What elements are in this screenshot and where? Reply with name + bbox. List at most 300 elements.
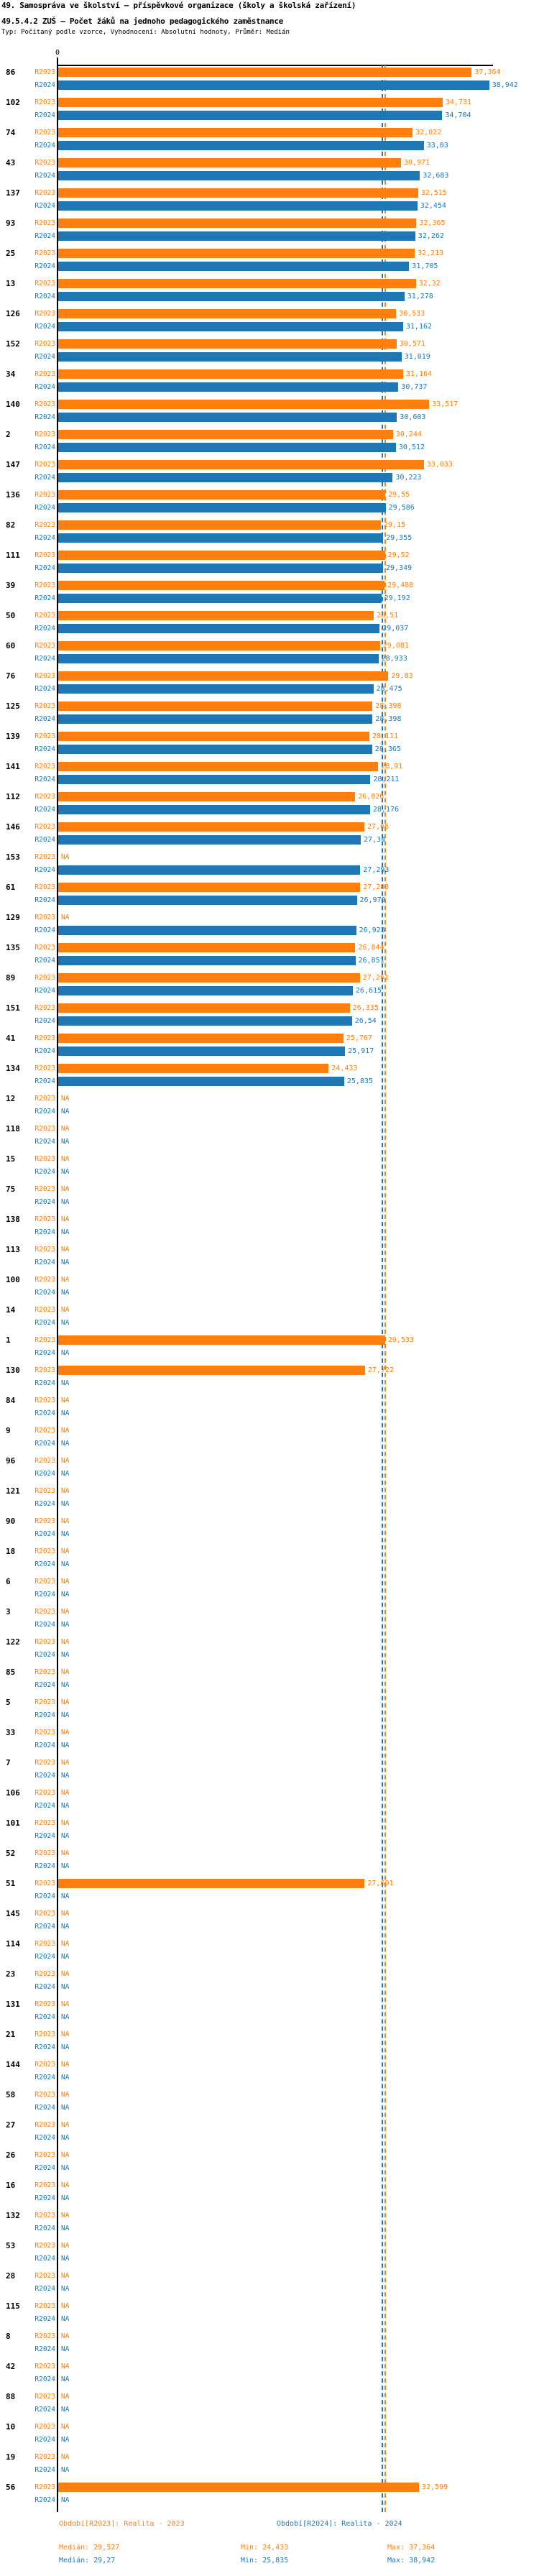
chart-row-group [0, 279, 539, 309]
bar-v2023 [58, 1366, 365, 1375]
na-value-label: NA [61, 1819, 70, 1827]
chart-row-group [0, 943, 539, 973]
category-id-label: 118 [6, 1124, 20, 1133]
na-value-label: NA [61, 1862, 70, 1870]
category-id-label: 140 [6, 400, 20, 409]
series-label: R2024 [34, 504, 55, 512]
series-label: R2023 [34, 1789, 55, 1797]
chart-row-group [0, 2030, 539, 2060]
series-row [0, 943, 539, 952]
series-row [0, 1366, 539, 1375]
series-row [0, 1668, 539, 1677]
series-label: R2023 [34, 1336, 55, 1344]
na-value-label: NA [61, 1108, 70, 1116]
series-label: R2023 [34, 2091, 55, 2099]
category-id-label: 2 [6, 430, 11, 439]
series-label: R2024 [34, 2375, 55, 2383]
series-row [0, 2392, 539, 2401]
bar-value-label: 32,599 [422, 2483, 448, 2491]
chart-row-group [0, 2483, 539, 2513]
series-label: R2023 [34, 1547, 55, 1555]
series-row [0, 249, 539, 258]
series-label: R2024 [34, 1047, 55, 1055]
series-label: R2024 [34, 1530, 55, 1538]
series-row [0, 382, 539, 392]
na-value-label: NA [61, 1440, 70, 1448]
na-value-label: NA [61, 2013, 70, 2021]
series-label: R2023 [34, 1306, 55, 1314]
bar-v2024 [58, 111, 442, 120]
bar-value-label: 26,615 [355, 987, 382, 995]
legend-r2023: Období[R2023]: Realita - 2023 [59, 2520, 185, 2528]
chart-row-group [0, 249, 539, 279]
bar-value-label: 38,942 [492, 81, 518, 89]
bar-v2023 [58, 218, 416, 228]
bar-v2023 [58, 188, 418, 198]
series-row [0, 1275, 539, 1284]
chart-row-group [0, 1698, 539, 1728]
series-row [0, 1034, 539, 1043]
bar-v2023 [58, 943, 355, 952]
series-label: R2023 [34, 793, 55, 801]
series-row [0, 262, 539, 271]
category-id-label: 33 [6, 1728, 16, 1737]
na-value-label: NA [61, 1397, 70, 1404]
chart-row-group [0, 1547, 539, 1577]
na-value-label: NA [61, 1789, 70, 1797]
bar-v2024 [58, 443, 396, 452]
chart-row-group [0, 460, 539, 490]
series-row [0, 986, 539, 995]
chart-row-group [0, 1335, 539, 1366]
series-row [0, 1107, 539, 1116]
bar-value-label: 25,917 [348, 1047, 374, 1055]
series-label: R2023 [34, 2242, 55, 2250]
series-label: R2023 [34, 2181, 55, 2189]
na-value-label: NA [61, 1729, 70, 1736]
na-value-label: NA [61, 2121, 70, 2129]
series-row [0, 1124, 539, 1133]
na-value-label: NA [61, 1802, 70, 1810]
na-value-label: NA [61, 1379, 70, 1387]
bar-value-label: 33,517 [432, 400, 459, 408]
chart-row-group [0, 1034, 539, 1064]
series-row [0, 309, 539, 318]
series-row [0, 2060, 539, 2069]
series-label: R2024 [34, 1711, 55, 1719]
bar-v2024 [58, 292, 405, 301]
series-row [0, 369, 539, 379]
series-row [0, 473, 539, 482]
chart-row-group [0, 1305, 539, 1335]
bar-value-label: 30,971 [404, 159, 430, 167]
na-value-label: NA [61, 2423, 70, 2431]
series-row [0, 913, 539, 922]
series-label: R2024 [34, 413, 55, 421]
category-id-label: 34 [6, 369, 16, 379]
category-id-label: 122 [6, 1637, 20, 1647]
bar-value-label: 27,66 [367, 823, 390, 831]
series-row [0, 1396, 539, 1405]
series-label: R2023 [34, 974, 55, 982]
series-row [0, 400, 539, 409]
bar-value-label: 27,34 [364, 836, 386, 844]
na-value-label: NA [61, 2000, 70, 2008]
chart-row-group [0, 1124, 539, 1154]
category-id-label: 19 [6, 2452, 16, 2462]
bar-v2023 [58, 762, 378, 771]
na-value-label: NA [61, 2302, 70, 2310]
category-id-label: 9 [6, 1426, 11, 1435]
series-label: R2024 [34, 987, 55, 995]
series-label: R2024 [34, 111, 55, 119]
chart-row-group [0, 1728, 539, 1758]
bar-value-label: 26,844 [358, 944, 384, 952]
category-id-label: 23 [6, 1969, 16, 1979]
bar-value-label: 29,15 [383, 521, 405, 529]
series-label: R2023 [34, 1397, 55, 1404]
series-label: R2024 [34, 836, 55, 844]
series-row [0, 1831, 539, 1841]
na-value-label: NA [61, 1409, 70, 1417]
series-label: R2024 [34, 1259, 55, 1266]
na-value-label: NA [61, 1638, 70, 1646]
series-label: R2023 [34, 1276, 55, 1284]
series-label: R2023 [34, 732, 55, 740]
series-row [0, 2120, 539, 2130]
series-label: R2024 [34, 1500, 55, 1508]
bar-v2023 [58, 128, 413, 137]
series-label: R2023 [34, 1578, 55, 1586]
bar-v2024 [58, 564, 383, 573]
bar-value-label: 30,571 [399, 340, 425, 348]
series-label: R2023 [34, 2302, 55, 2310]
bar-value-label: 31,705 [412, 262, 438, 270]
category-id-label: 16 [6, 2181, 16, 2190]
na-value-label: NA [61, 2151, 70, 2159]
bar-v2023 [58, 279, 416, 288]
series-row [0, 1637, 539, 1647]
series-row [0, 2271, 539, 2281]
series-label: R2024 [34, 1440, 55, 1448]
chart-row-group [0, 1215, 539, 1245]
series-row [0, 188, 539, 198]
series-row [0, 1969, 539, 1979]
series-row [0, 231, 539, 241]
category-id-label: 43 [6, 158, 16, 167]
category-id-label: 76 [6, 671, 16, 681]
chart-row-group [0, 1758, 539, 1788]
series-label: R2024 [34, 745, 55, 753]
series-label: R2024 [34, 2285, 55, 2293]
category-id-label: 42 [6, 2362, 16, 2371]
bar-value-label: 24,433 [331, 1064, 358, 1072]
series-label: R2024 [34, 776, 55, 783]
chart-row-group [0, 611, 539, 641]
series-row [0, 1197, 539, 1207]
series-label: R2024 [34, 383, 55, 391]
chart-row-group [0, 913, 539, 943]
series-row [0, 2483, 539, 2492]
category-id-label: 106 [6, 1788, 20, 1798]
series-row [0, 1154, 539, 1164]
bar-v2023 [58, 68, 471, 77]
na-value-label: NA [61, 1547, 70, 1555]
na-value-label: NA [61, 1246, 70, 1254]
series-label: R2023 [34, 2332, 55, 2340]
chart-row-group [0, 702, 539, 732]
series-label: R2023 [34, 98, 55, 106]
series-row [0, 2073, 539, 2082]
series-row [0, 80, 539, 90]
bar-v2024 [58, 654, 379, 663]
bar-v2023 [58, 249, 415, 258]
bar-value-label: 30,737 [401, 383, 428, 391]
series-row [0, 671, 539, 681]
chart-row-group [0, 973, 539, 1003]
bar-v2023 [58, 702, 372, 711]
series-row [0, 865, 539, 875]
series-row [0, 1486, 539, 1496]
series-row [0, 1728, 539, 1737]
category-id-label: 85 [6, 1668, 16, 1677]
series-row [0, 883, 539, 892]
category-id-label: 126 [6, 309, 20, 318]
chart-row-group [0, 883, 539, 913]
series-label: R2023 [34, 159, 55, 167]
series-row [0, 1788, 539, 1798]
series-label: R2024 [34, 1409, 55, 1417]
bar-v2023 [58, 581, 384, 590]
series-row [0, 624, 539, 633]
series-label: R2024 [34, 2225, 55, 2232]
series-label: R2023 [34, 431, 55, 438]
chart-row-group [0, 1245, 539, 1275]
series-label: R2023 [34, 1638, 55, 1646]
chart-row-group [0, 1003, 539, 1034]
na-value-label: NA [61, 1578, 70, 1586]
series-row [0, 1184, 539, 1194]
series-label: R2024 [34, 866, 55, 874]
series-row [0, 611, 539, 620]
chart-row-group [0, 2211, 539, 2241]
series-row [0, 1258, 539, 1267]
chart-row-group [0, 2181, 539, 2211]
bar-v2023 [58, 2483, 419, 2492]
bar-v2024 [58, 926, 356, 935]
series-row [0, 1818, 539, 1828]
category-id-label: 7 [6, 1758, 11, 1767]
series-row [0, 1590, 539, 1599]
bar-v2023 [58, 98, 443, 107]
series-row [0, 1547, 539, 1556]
category-id-label: 26 [6, 2150, 16, 2160]
category-id-label: 101 [6, 1818, 20, 1828]
series-row [0, 2012, 539, 2022]
series-label: R2023 [34, 1970, 55, 1978]
series-label: R2024 [34, 353, 55, 361]
bar-v2024 [58, 1016, 352, 1026]
na-value-label: NA [61, 2285, 70, 2293]
series-row [0, 2043, 539, 2052]
bar-value-label: 29,52 [387, 551, 410, 559]
bar-v2024 [58, 775, 370, 784]
series-label: R2024 [34, 1077, 55, 1085]
series-label: R2024 [34, 1923, 55, 1931]
series-row [0, 1560, 539, 1569]
chart-row-group [0, 2241, 539, 2271]
bar-value-label: 29,83 [391, 672, 413, 680]
na-value-label: NA [61, 1621, 70, 1629]
na-value-label: NA [61, 2104, 70, 2112]
bar-v2024 [58, 413, 397, 422]
bar-value-label: 27,722 [367, 1366, 395, 1374]
na-value-label: NA [61, 1970, 70, 1978]
na-value-label: NA [61, 2363, 70, 2370]
chart-row-group [0, 2000, 539, 2030]
series-label: R2024 [34, 2134, 55, 2142]
na-value-label: NA [61, 2194, 70, 2202]
series-label: R2024 [34, 1742, 55, 1749]
chart-row-group [0, 2452, 539, 2483]
series-row [0, 641, 539, 650]
series-label: R2023 [34, 521, 55, 529]
category-id-label: 136 [6, 490, 20, 500]
series-row [0, 1439, 539, 1448]
series-row [0, 1215, 539, 1224]
series-row [0, 2211, 539, 2220]
na-value-label: NA [61, 1168, 70, 1176]
category-id-label: 39 [6, 581, 16, 590]
category-id-label: 82 [6, 520, 16, 530]
bar-value-label: 26,851 [358, 957, 384, 965]
series-label: R2023 [34, 400, 55, 408]
na-value-label: NA [61, 853, 70, 861]
chart-row-group [0, 2271, 539, 2301]
series-label: R2023 [34, 2061, 55, 2069]
na-value-label: NA [61, 1923, 70, 1931]
series-label: R2024 [34, 202, 55, 210]
series-label: R2024 [34, 564, 55, 572]
series-label: R2023 [34, 2393, 55, 2401]
chart-meta-line: Typ: Počítaný podle vzorce, Vyhodnocení: Absolutní hodnoty, Průměr: Medián [1, 29, 290, 36]
series-row [0, 2465, 539, 2475]
bar-v2023 [58, 732, 369, 741]
series-row [0, 1137, 539, 1146]
series-label: R2023 [34, 1034, 55, 1042]
chart-row-group [0, 2120, 539, 2150]
chart-row-group [0, 1184, 539, 1215]
category-id-label: 25 [6, 249, 16, 258]
na-value-label: NA [61, 1530, 70, 1538]
bar-value-label: 28,51 [377, 612, 399, 620]
category-id-label: 144 [6, 2060, 20, 2069]
bar-value-label: 32,213 [418, 249, 444, 257]
category-id-label: 152 [6, 339, 20, 349]
chart-row-group [0, 792, 539, 822]
category-id-label: 75 [6, 1184, 16, 1194]
bar-value-label: 28,365 [374, 745, 401, 753]
series-row [0, 1426, 539, 1435]
na-value-label: NA [61, 1742, 70, 1749]
bar-v2024 [58, 624, 379, 633]
series-label: R2024 [34, 1289, 55, 1297]
series-row [0, 1167, 539, 1177]
series-row [0, 1409, 539, 1418]
series-row [0, 822, 539, 832]
series-row [0, 1909, 539, 1918]
bar-value-label: 28,211 [373, 776, 400, 783]
chart-row-group [0, 2332, 539, 2362]
bar-v2023 [58, 309, 396, 318]
chart-row-group [0, 1637, 539, 1668]
series-label: R2024 [34, 1651, 55, 1659]
bar-v2024 [58, 594, 382, 603]
category-id-label: 111 [6, 551, 20, 560]
chart-row-group [0, 671, 539, 702]
category-id-label: 18 [6, 1547, 16, 1556]
series-row [0, 503, 539, 512]
series-row [0, 1680, 539, 1690]
bar-v2024 [58, 1046, 345, 1056]
category-id-label: 14 [6, 1305, 16, 1315]
series-row [0, 533, 539, 543]
stat-min-r2023: Min: 24,433 [241, 2544, 289, 2552]
category-id-label: 151 [6, 1003, 20, 1013]
series-row [0, 762, 539, 771]
bar-v2023 [58, 400, 429, 409]
series-row [0, 2133, 539, 2143]
na-value-label: NA [61, 1681, 70, 1689]
bar-v2024 [58, 352, 402, 362]
na-value-label: NA [61, 2272, 70, 2280]
category-id-label: 102 [6, 98, 20, 107]
bar-value-label: 29,355 [386, 534, 413, 542]
bar-value-label: 31,019 [404, 353, 430, 361]
chart-row-group [0, 369, 539, 400]
series-label: R2023 [34, 1698, 55, 1706]
chart-row-group [0, 1969, 539, 2000]
bar-v2023 [58, 490, 385, 500]
series-label: R2023 [34, 1517, 55, 1525]
series-row [0, 1741, 539, 1750]
bar-v2024 [58, 896, 357, 905]
bar-value-label: 29,349 [386, 564, 413, 572]
na-value-label: NA [61, 1849, 70, 1857]
series-row [0, 896, 539, 905]
bar-v2023 [58, 822, 364, 832]
category-id-label: 28 [6, 2271, 16, 2281]
bar-v2023 [58, 339, 397, 349]
series-row [0, 2496, 539, 2505]
series-label: R2023 [34, 581, 55, 589]
na-value-label: NA [61, 2091, 70, 2099]
series-label: R2024 [34, 1862, 55, 1870]
category-id-label: 15 [6, 1154, 16, 1164]
bar-value-label: 29,081 [382, 642, 409, 650]
series-row [0, 1849, 539, 1858]
category-id-label: 5 [6, 1698, 11, 1707]
series-row [0, 2405, 539, 2414]
series-label: R2024 [34, 1772, 55, 1780]
na-value-label: NA [61, 1940, 70, 1948]
series-label: R2024 [34, 2466, 55, 2474]
bar-value-label: 28,398 [375, 715, 402, 723]
bar-value-label: 30,512 [398, 443, 425, 451]
na-value-label: NA [61, 1832, 70, 1840]
series-label: R2023 [34, 129, 55, 137]
na-value-label: NA [61, 1892, 70, 1900]
